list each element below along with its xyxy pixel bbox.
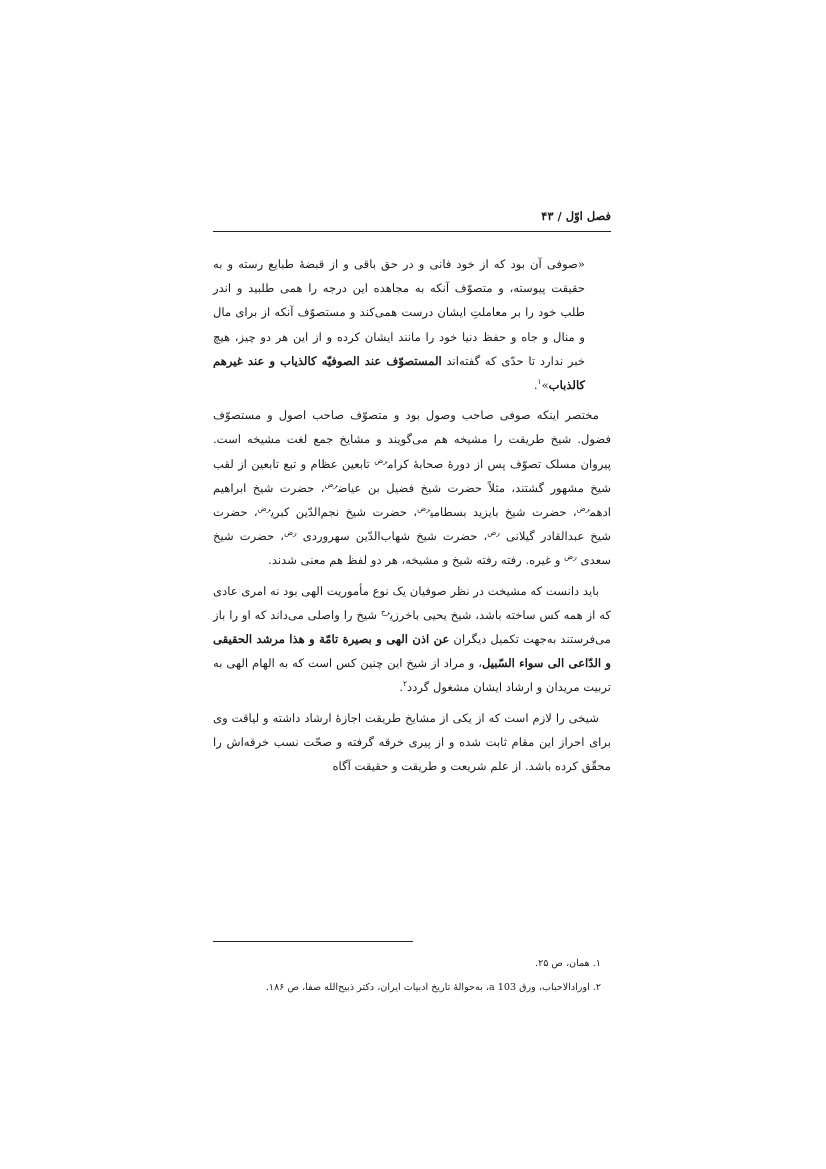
paragraph-text: تابعین عظام و تبع تابعین از لقب شیخ مشهور گشتند، مثلاً حضرت شیخ فضیل بن عیاض bbox=[213, 456, 611, 495]
footnote-marker: ۱ bbox=[537, 377, 542, 387]
header-rule bbox=[213, 231, 611, 232]
paragraph-text: ، حضرت شیخ عبدالقادر گیلانی bbox=[213, 505, 611, 544]
paragraph-3 bbox=[213, 706, 611, 779]
paragraph-text: ، حضرت شیخ سعدی bbox=[213, 529, 611, 568]
paragraph-text: مختصر اینکه صوفی صاحب وصول بود و متصوّف صاحب اصول و مستصوّف فضول. شیخ طریقت را مشیخه هم می‌گویند و مشایخ جمع لغت مشیخه است. پیروان مسلک تصوّف پس از دورهٔ صحابهٔ کرام bbox=[213, 408, 611, 471]
paragraph-text: ، و مراد از شیخ این چنین کس است که به الهام الهی به تربیت مریدان و ارشاد ایشان مشغول گردد bbox=[213, 656, 611, 695]
honorific-marker: رض bbox=[284, 528, 297, 538]
paragraph-text: باید دانست که مشیخت در نظر صوفیان یک نوع مأموریت الهی بود نه امری عادی که از همه کس ساخته باشد، شیخ یحیی باخرزی bbox=[213, 583, 611, 622]
footnotes bbox=[213, 952, 611, 1000]
paragraph-text: ، حضرت شیخ شهاب‌الدّین سهروردی bbox=[296, 529, 488, 544]
honorific-marker: رض bbox=[576, 504, 590, 514]
footnote-2: ۲. اورادالاحباب، ورق 103 a، به‌حوالهٔ تاریخ ادبیات ایران، دکتر ذبیح‌الله صفا، ص ۱۸۶. bbox=[265, 982, 601, 993]
paragraph-text: شیخی را لازم است که از یکی از مشایخ طریقت اجازهٔ ارشاد داشته و لیاقت وی برای احراز این مقام ثابت شده و از پیری خرقه گرفته و صحّت نسب خرقه‌اش را محقّق کرده باشد. از علم شریعت و طریقت و حقیقت آگاه bbox=[213, 710, 611, 774]
body-text bbox=[213, 252, 611, 784]
footnote-1: ۱. همان، ص ۲۵. bbox=[535, 958, 601, 969]
paragraph-text: شیخ را واصلی می‌داند که او را باز می‌فرستند به‌جهت تکمیل دیگران bbox=[213, 607, 611, 647]
book-page bbox=[213, 0, 611, 1169]
paragraph-text: و غیره. رفته رفته شیخ و مشیخه، هر دو لفظ هم معنی شدند. bbox=[268, 553, 565, 568]
honorific-marker: رض bbox=[374, 455, 388, 465]
honorific-marker: رض bbox=[487, 528, 500, 538]
honorific-marker: رض bbox=[324, 479, 338, 489]
honorific-marker: رح bbox=[380, 606, 390, 616]
quote-paragraph: «صوفی آن بود که از خود فانی و در حق باقی و از قبضهٔ طبایع رسته و به حقیقت پیوسته، و متصوّف آنکه به مجاهده این درجه را همی طلبید و اندر طلب خود را بر معاملتِ ایشان درست همی‌کند و مستصوّف آنکه از برای مال و منال و جاه و حفظ دنیا خود را مانند ایشان کرده و از این هر دو چیز، هیچ خبر ندارد تا حدّی که گفته‌اند المستصوّف عند الصوفیّه کالذیاب و عند غیرهم کالذباب»$^۱$. bbox=[213, 257, 585, 393]
honorific-marker: رض bbox=[257, 504, 271, 514]
paragraph-2 bbox=[213, 579, 611, 700]
quote-arabic-phrase: المستصوّف عند الصوفیّه کالذیاب و عند غیرهم کالذباب bbox=[213, 353, 585, 393]
paragraph-end: . bbox=[399, 680, 403, 695]
paragraph-text: ، حضرت شیخ بایزید بسطامی bbox=[430, 505, 577, 520]
honorific-marker: رض bbox=[417, 504, 431, 514]
quote-text: «صوفی آن بود که از خود فانی و در حق باقی و از قبضهٔ طبایع رسته و به حقیقت پیوسته، و متصوّف آنکه به مجاهده این درجه را همی طلبید و اندر طلب خود را بر معاملتِ ایشان درست همی‌کند و مستصوّف آنکه از برای مال و منال و جاه و حفظ دنیا خود را مانند ایشان کرده و از این هر دو چیز، هیچ خبر ندارد تا حدّی که گفته‌اند bbox=[213, 257, 585, 368]
honorific-marker: رض bbox=[564, 552, 577, 562]
paragraph-text: ، حضرت شیخ نجم‌الدّین کبری bbox=[270, 505, 418, 520]
paragraph-1 bbox=[213, 403, 611, 572]
quote-close: » bbox=[541, 378, 549, 393]
running-header: فصل اوّل / ۴۳ bbox=[541, 209, 611, 223]
footnote-rule bbox=[213, 941, 413, 942]
paragraph-text: ، حضرت شیخ ابراهیم ادهم bbox=[213, 480, 611, 520]
footnote-marker: ۲ bbox=[403, 679, 408, 689]
arabic-phrase: عن اذن الهی و بصیرة تامّة و هذا مرشد الحقیقی و الدّاعی الی سواء السّبیل bbox=[213, 632, 611, 671]
